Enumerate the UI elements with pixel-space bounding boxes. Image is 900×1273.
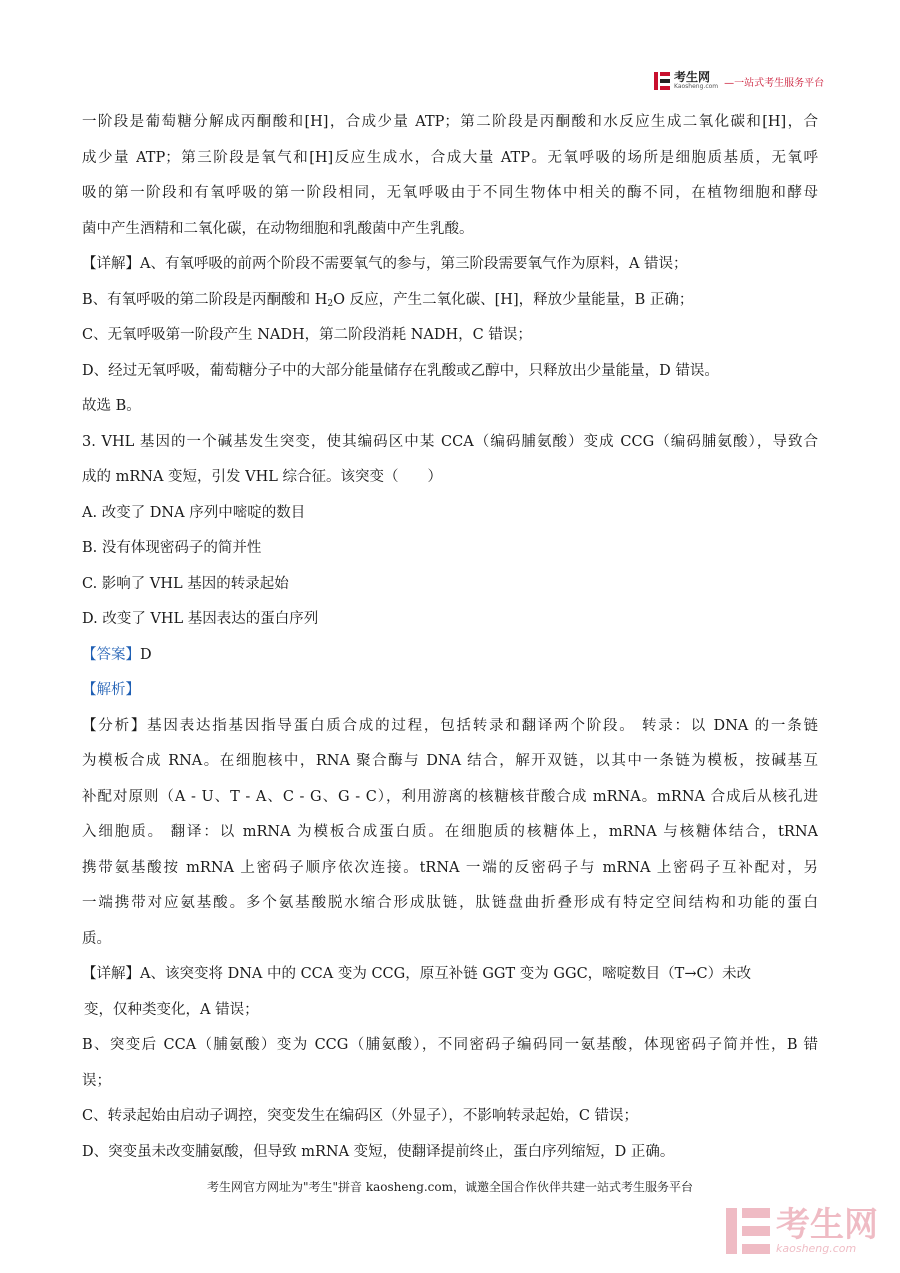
brand-tagline: —一站式考生服务平台 xyxy=(724,77,825,89)
text-line xyxy=(82,851,818,887)
line-text: 【详解】A、有氧呼吸的前两个阶段不需要氧气的参与，第三阶段需要氧气作为原料，A 错误； xyxy=(82,256,688,272)
text-line xyxy=(82,460,818,496)
brand-name: 考生网 xyxy=(674,70,711,84)
text-line xyxy=(82,1135,818,1171)
line-text: D、突变虽未改变脯氨酸，但导致 mRNA 变短，使翻译提前终止，蛋白序列缩短，D 正确。 xyxy=(82,1143,675,1160)
line-text: B、有氧呼吸的第二阶段是丙酮酸和 H xyxy=(82,291,328,308)
text-line xyxy=(82,496,818,532)
line-text: C、无氧呼吸第一阶段产生 NADH，第二阶段消耗 NADH，C 错误； xyxy=(82,327,532,343)
text-line xyxy=(82,673,818,709)
line-text: 成少量 ATP；第三阶段是氧气和[H]反应生成水，合成大量 ATP。无氧呼吸的场所是细胞质基质，无氧呼 xyxy=(82,149,818,166)
text-line xyxy=(82,602,818,638)
subscript: 2 xyxy=(327,298,334,309)
text-line xyxy=(82,567,818,603)
text-line xyxy=(82,318,818,354)
line-text: O 反应，产生二氧化碳、[H]，释放少量能量，B 正确； xyxy=(333,291,694,308)
line-text: 故选 B。 xyxy=(82,398,141,414)
line-text: 一阶段是葡萄糖分解成丙酮酸和[H]，合成少量 ATP；第二阶段是丙酮酸和水反应生成二氧化碳和[H]，合 xyxy=(82,114,818,130)
text-line xyxy=(82,957,818,993)
brand-logo xyxy=(654,70,824,92)
line-text: B、突变后 CCA（脯氨酸）变为 CCG（脯氨酸），不同密码子编码同一氨基酸，体现密码子简并性，B 错 xyxy=(82,1037,818,1053)
section-label: 【解析】 xyxy=(82,682,140,698)
line-text: 质。 xyxy=(82,930,111,947)
text-line xyxy=(82,212,818,248)
text-line xyxy=(82,638,818,674)
text-line xyxy=(82,744,818,780)
line-text: 补配对原则（A - U、T - A、C - G、G - C），利用游离的核糖核苷酸合成 mRNA。mRNA 合成后从核孔进 xyxy=(82,788,818,805)
line-text: D、经过无氧呼吸，葡萄糖分子中的大部分能量储存在乳酸或乙醇中，只释放出少量能量，D 错误。 xyxy=(82,362,719,379)
text-line xyxy=(82,815,818,851)
text-line xyxy=(82,709,818,745)
text-line xyxy=(82,141,818,177)
text-line xyxy=(82,1099,818,1135)
text-line xyxy=(82,531,818,567)
text-line xyxy=(82,105,818,141)
line-text: 吸的第一阶段和有氧呼吸的第一阶段相同，无氧呼吸由于不同生物体中相关的酶不同，在植物细胞和酵母 xyxy=(82,185,818,201)
watermark-logo-icon xyxy=(726,1208,770,1254)
brand-domain: Kaosheng.com xyxy=(674,83,719,90)
line-text: C. 影响了 VHL 基因的转录起始 xyxy=(82,575,289,592)
watermark-brand: 考生网 xyxy=(776,1205,878,1245)
line-text: 菌中产生酒精和二氧化碳，在动物细胞和乳酸菌中产生乳酸。 xyxy=(82,220,474,237)
line-text: 变，仅种类变化，A 错误； xyxy=(84,1001,259,1018)
text-line xyxy=(82,283,818,319)
line-text: D xyxy=(140,646,152,663)
brand-name-block xyxy=(674,72,718,90)
line-text: C、转录起始由启动子调控，突变发生在编码区（外显子），不影响转录起始，C 错误； xyxy=(82,1108,639,1124)
text-line xyxy=(82,425,818,461)
text-line xyxy=(82,886,818,922)
line-text: 【详解】A、该突变将 DNA 中的 CCA 变为 CCG，原互补链 GGT 变为 GGC，嘧啶数目（T→C）未改 xyxy=(82,966,752,982)
line-text: D. 改变了 VHL 基因表达的蛋白序列 xyxy=(82,611,319,627)
text-line xyxy=(82,354,818,390)
watermark-domain: kaosheng.com xyxy=(776,1242,857,1255)
line-text: 携带氨基酸按 mRNA 上密码子顺序依次连接。tRNA 一端的反密码子与 mRNA 上密码子互补配对，另 xyxy=(82,859,818,876)
text-line xyxy=(82,1064,818,1100)
line-text: 为模板合成 RNA。在细胞核中，RNA 聚合酶与 DNA 结合，解开双链，以其中一条链为模板，按碱基互 xyxy=(82,753,818,769)
section-label: 【答案】 xyxy=(82,646,140,663)
watermark xyxy=(726,1207,878,1255)
text-line xyxy=(82,389,818,425)
line-text: 【分析】基因表达指基因指导蛋白质合成的过程，包括转录和翻译两个阶段。 转录：以 DNA 的一条链 xyxy=(82,717,818,734)
text-line xyxy=(82,1028,818,1064)
page-footer: 考生网官方网址为"考生"拼音 kaosheng.com，诚邀全国合作伙伴共建一站式考生服务平台 xyxy=(206,1180,694,1194)
brand-logo-icon xyxy=(654,72,670,90)
text-line xyxy=(82,176,818,212)
line-text: 入细胞质。 翻译：以 mRNA 为模板合成蛋白质。在细胞质的核糖体上，mRNA 与核糖体结合，tRNA xyxy=(82,824,818,840)
text-line xyxy=(82,922,818,958)
text-line xyxy=(82,247,818,283)
line-text: A. 改变了 DNA 序列中嘧啶的数目 xyxy=(82,504,306,521)
line-text: 成的 mRNA 变短，引发 VHL 综合征。该突变（ ） xyxy=(82,469,443,485)
document-body xyxy=(82,105,818,1170)
line-text: 误； xyxy=(82,1072,111,1089)
line-text: B. 没有体现密码子的简并性 xyxy=(82,540,262,556)
text-line xyxy=(82,780,818,816)
line-text: 一端携带对应氨基酸。多个氨基酸脱水缩合形成肽链，肽链盘曲折叠形成有特定空间结构和功能的蛋白 xyxy=(82,895,818,911)
text-line xyxy=(82,993,818,1029)
line-text: 3. VHL 基因的一个碱基发生突变，使其编码区中某 CCA（编码脯氨酸）变成 CCG（编码脯氨酸），导致合 xyxy=(82,433,818,450)
